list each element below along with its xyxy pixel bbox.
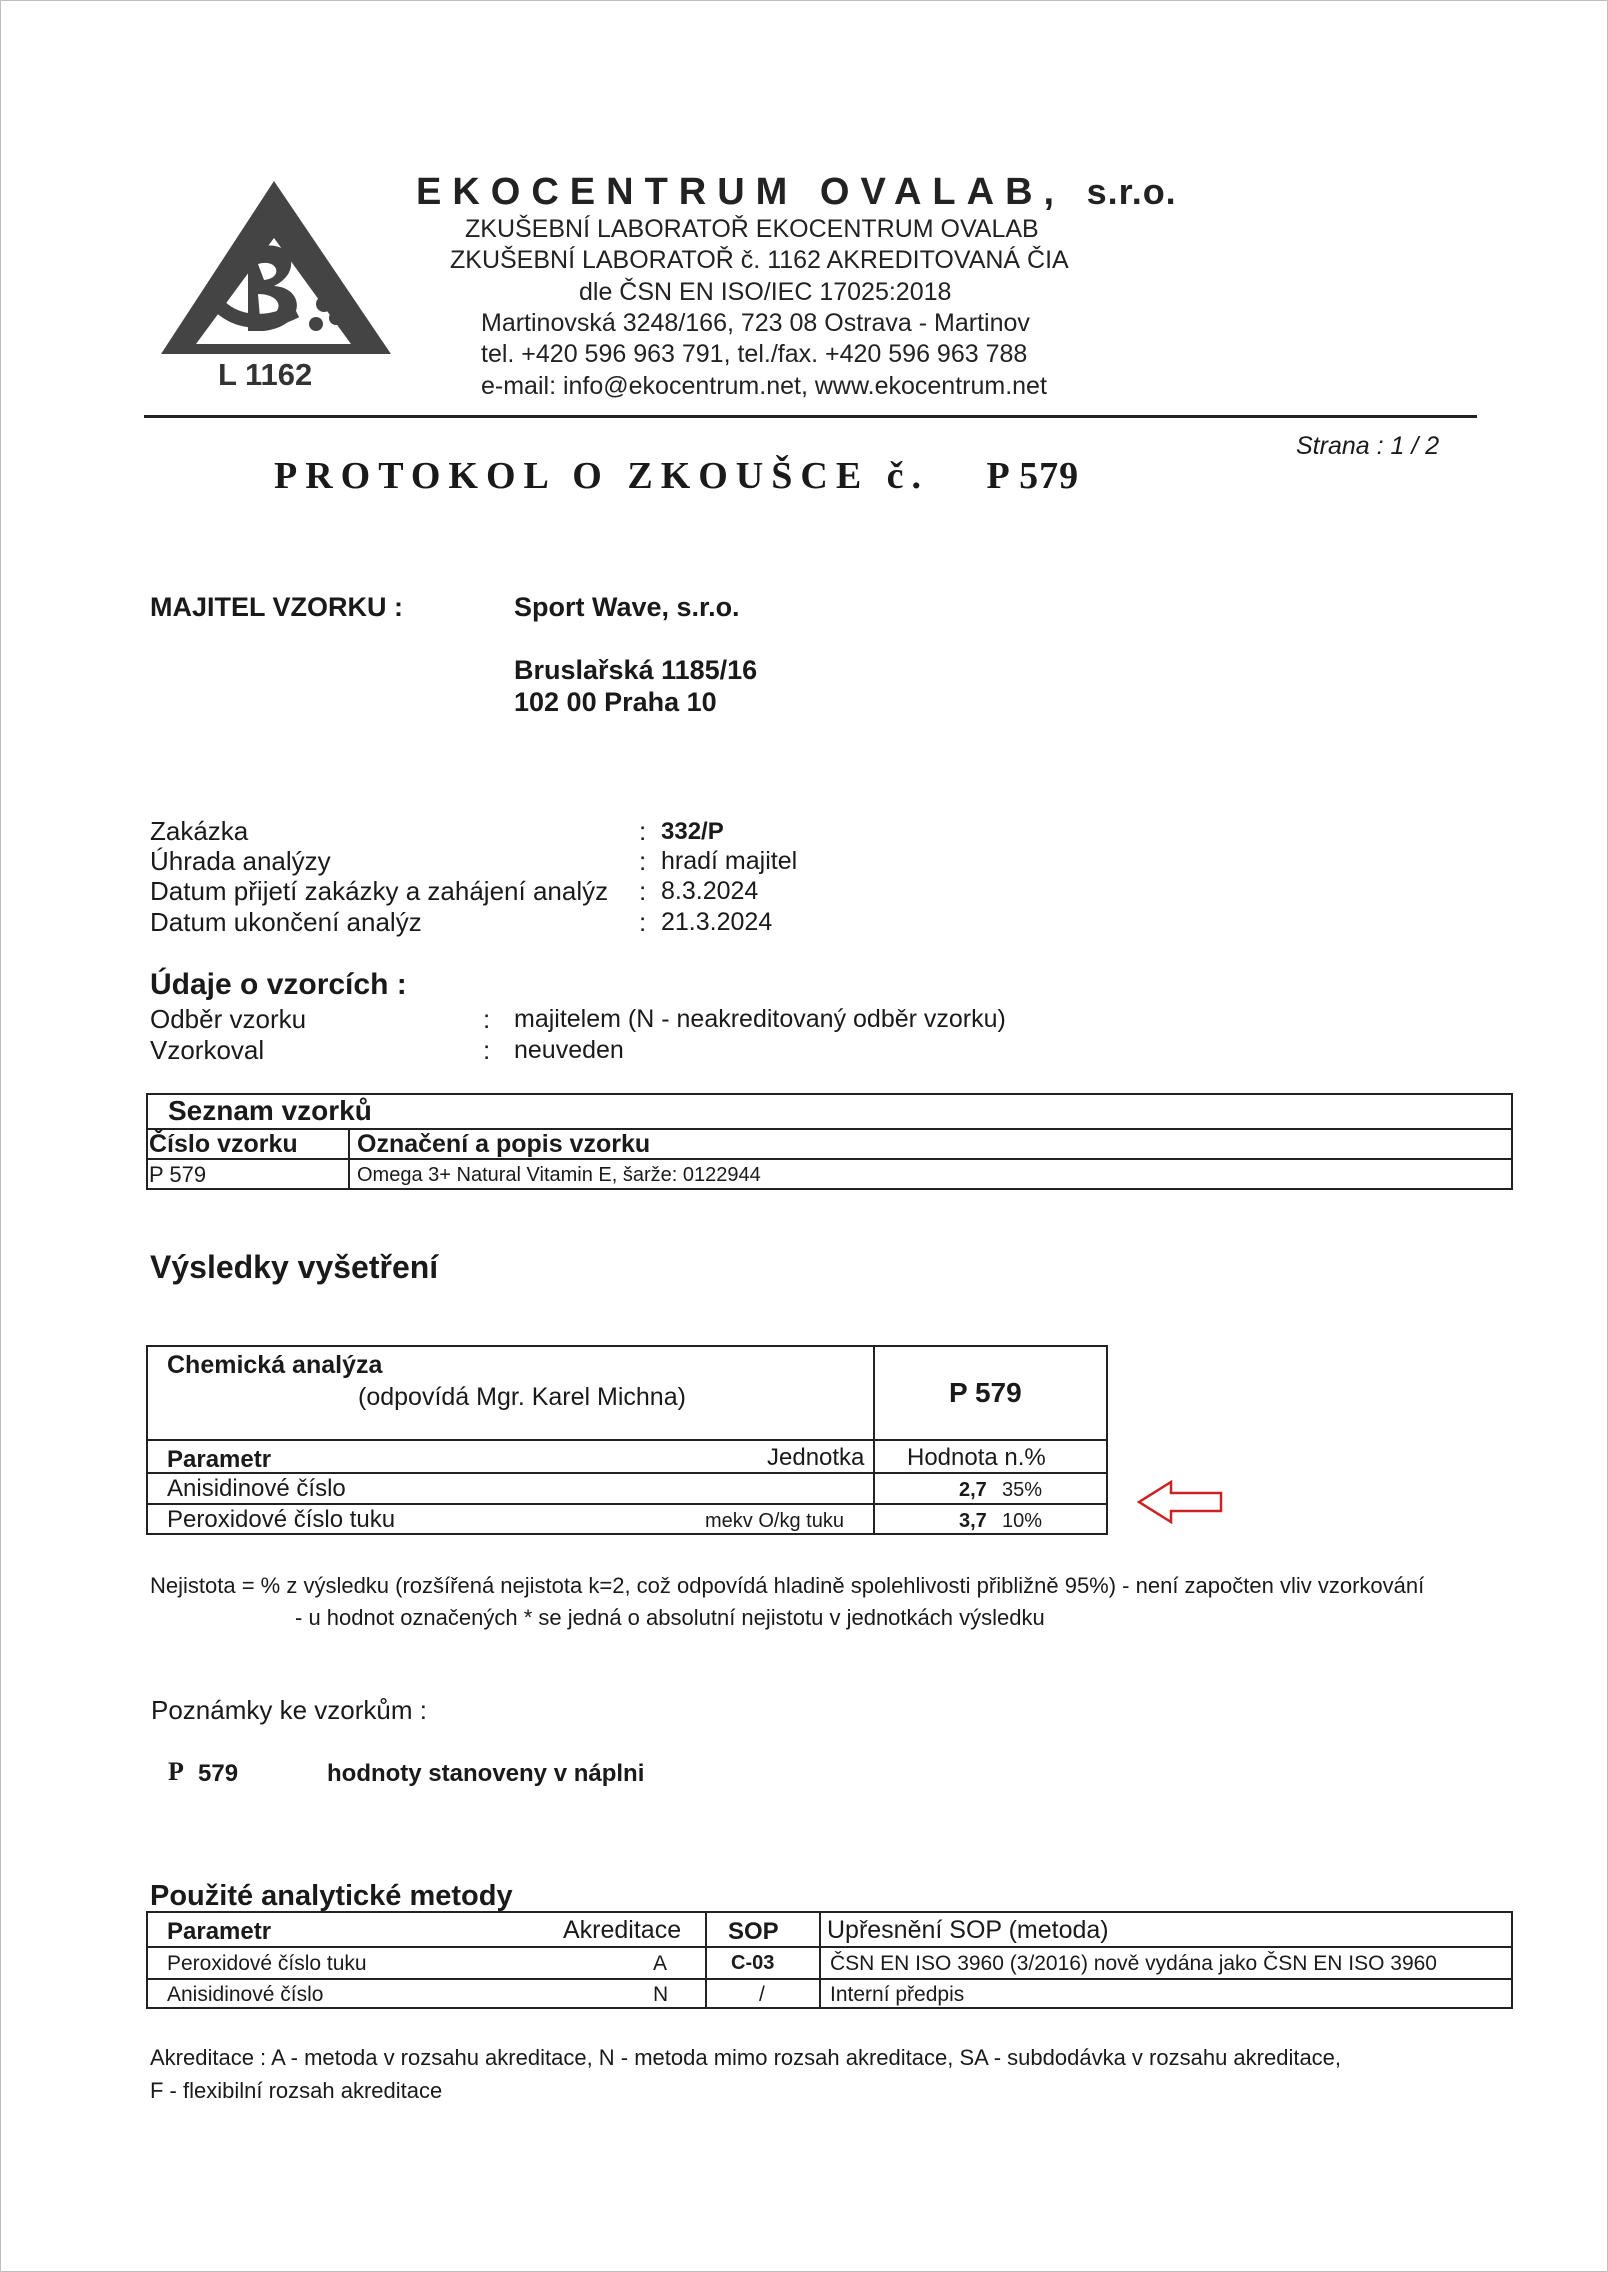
analysis-responsible: (odpovídá Mgr. Karel Michna) <box>358 1383 686 1411</box>
method-accred-2: N <box>653 1983 669 2006</box>
samples-info-colon-1: : <box>483 1004 491 1034</box>
methods-col-divider-1 <box>705 1911 707 2009</box>
sample-list-col2-header: Označení a popis vzorku <box>357 1130 651 1158</box>
header-line-2: ZKUŠEBNÍ LABORATOŘ č. 1162 AKREDITOVANÁ ČIA <box>450 246 1069 274</box>
result-value-2: 3,7 <box>959 1510 987 1532</box>
owner-name: Sport Wave, s.r.o. <box>514 592 740 622</box>
order-value-3: 8.3.2024 <box>661 877 759 905</box>
results-rule-1 <box>146 1439 1108 1441</box>
owner-street: Bruslařská 1185/16 <box>514 655 758 685</box>
order-value-1: 332/P <box>661 818 724 845</box>
result-param-1: Anisidinové číslo <box>167 1475 346 1502</box>
result-uncertainty-1: 35% <box>1002 1479 1043 1501</box>
protocol-title-text: PROTOKOL O ZKOUŠCE č. <box>274 455 930 497</box>
header-line-3: dle ČSN EN ISO/IEC 17025:2018 <box>579 278 952 306</box>
order-label-2: Úhrada analýzy <box>150 846 331 876</box>
method-param-2: Anisidinové číslo <box>167 1983 324 2006</box>
methods-header-sop: SOP <box>728 1918 779 1945</box>
sample-list-rule-1 <box>146 1128 1513 1130</box>
result-uncertainty-2: 10% <box>1002 1510 1043 1532</box>
logo-code: L 1162 <box>218 357 313 392</box>
sample-id: P 579 <box>149 1162 207 1187</box>
result-unit-2: mekv O/kg tuku <box>705 1510 844 1532</box>
order-label-3: Datum přijetí zakázky a zahájení analýz <box>150 876 609 906</box>
methods-header-accred: Akreditace <box>563 1916 682 1944</box>
footer-line-1: Akreditace : A - metoda v rozsahu akreditace, N - metoda mimo rozsah akreditace, SA - subdodávka v rozsahu akreditace, <box>150 2045 1342 2070</box>
header-line-6: e-mail: info@ekocentrum.net, www.ekocentrum.net <box>481 372 1047 400</box>
results-title: Výsledky vyšetření <box>150 1249 439 1285</box>
uncertainty-note-1: Nejistota = % z výsledku (rozšířená nejistota k=2, což odpovídá hladině spolehlivosti přibližně 95%) - není započten vliv vzorkování <box>150 1573 1425 1598</box>
methods-rule-1 <box>146 1946 1513 1948</box>
methods-header-param: Parametr <box>167 1918 272 1945</box>
order-label-1: Zakázka <box>150 816 249 846</box>
page-number: Strana : 1 / 2 <box>1296 432 1440 460</box>
samples-info-label-2: Vzorkoval <box>150 1035 265 1065</box>
header-line-4: Martinovská 3248/166, 723 08 Ostrava - Martinov <box>481 309 1030 337</box>
methods-rule-2 <box>146 1978 1513 1980</box>
results-rule-3 <box>146 1503 1108 1505</box>
company-name-main: EKOCENTRUM OVALAB, <box>416 171 1066 213</box>
owner-city: 102 00 Praha 10 <box>514 687 717 717</box>
notes-sample-number: 579 <box>198 1760 239 1787</box>
samples-info-value-2: neuveden <box>514 1036 624 1064</box>
method-detail-2: Interní předpis <box>830 1983 965 2006</box>
samples-info-value-1: majitelem (N - neakreditovaný odběr vzorku) <box>514 1005 1006 1033</box>
order-colon-3: : <box>639 876 647 906</box>
sample-list-rule-2 <box>146 1158 1513 1160</box>
protocol-title <box>274 454 1079 498</box>
param-header: Parametr <box>167 1446 272 1473</box>
company-name <box>416 171 1177 214</box>
order-value-4: 21.3.2024 <box>661 908 773 936</box>
uncertainty-note-2: - u hodnot označených * se jedná o absolutní nejistotu v jednotkách výsledku <box>295 1605 1045 1630</box>
methods-title: Použité analytické metody <box>150 1880 513 1912</box>
company-name-suffix: s.r.o. <box>1086 171 1177 212</box>
header-divider <box>144 415 1477 418</box>
sample-list-col-divider <box>348 1128 350 1190</box>
result-param-2: Peroxidové číslo tuku <box>167 1506 396 1533</box>
method-detail-1: ČSN EN ISO 3960 (3/2016) nově vydána jako ČSN EN ISO 3960 <box>830 1952 1437 1975</box>
order-label-4: Datum ukončení analýz <box>150 907 422 937</box>
sample-description: Omega 3+ Natural Vitamin E, šarže: 0122944 <box>357 1164 761 1186</box>
samples-info-colon-2: : <box>483 1035 491 1065</box>
header-line-1: ZKUŠEBNÍ LABORATOŘ EKOCENTRUM OVALAB <box>465 215 1039 243</box>
footer-line-2: F - flexibilní rozsah akreditace <box>150 2078 443 2103</box>
methods-col-divider-2 <box>819 1911 821 2009</box>
samples-info-label-1: Odběr vzorku <box>150 1004 307 1034</box>
method-accred-1: A <box>653 1952 668 1975</box>
left-arrow-icon <box>1136 1479 1226 1525</box>
header-line-5: tel. +420 596 963 791, tel./fax. +420 596 963 788 <box>481 340 1028 368</box>
methods-header-detail: Upřesnění SOP (metoda) <box>827 1916 1109 1944</box>
notes-title: Poznámky ke vzorkům : <box>151 1695 427 1725</box>
order-value-2: hradí majitel <box>661 847 798 875</box>
notes-sample-prefix: P <box>168 1757 184 1786</box>
order-colon-4: : <box>639 907 647 937</box>
sample-list-col1-header: Číslo vzorku <box>149 1130 298 1158</box>
order-colon-1: : <box>639 816 647 846</box>
results-sample-column: P 579 <box>949 1377 1022 1408</box>
method-param-1: Peroxidové číslo tuku <box>167 1952 367 1975</box>
result-value-1: 2,7 <box>959 1479 987 1501</box>
method-sop-2: / <box>759 1983 765 2006</box>
unit-header: Jednotka <box>767 1444 865 1471</box>
order-colon-2: : <box>639 846 647 876</box>
owner-label: MAJITEL VZORKU : <box>150 592 404 622</box>
results-rule-2 <box>146 1472 1108 1474</box>
samples-info-title: Údaje o vzorcích : <box>150 968 407 1001</box>
analysis-title: Chemická analýza <box>167 1351 383 1379</box>
value-header: Hodnota n.% <box>907 1444 1046 1471</box>
sample-list-title: Seznam vzorků <box>168 1095 372 1126</box>
protocol-number: P 579 <box>986 455 1080 497</box>
notes-text: hodnoty stanoveny v náplni <box>327 1760 645 1787</box>
method-sop-1: C-03 <box>731 1952 775 1974</box>
